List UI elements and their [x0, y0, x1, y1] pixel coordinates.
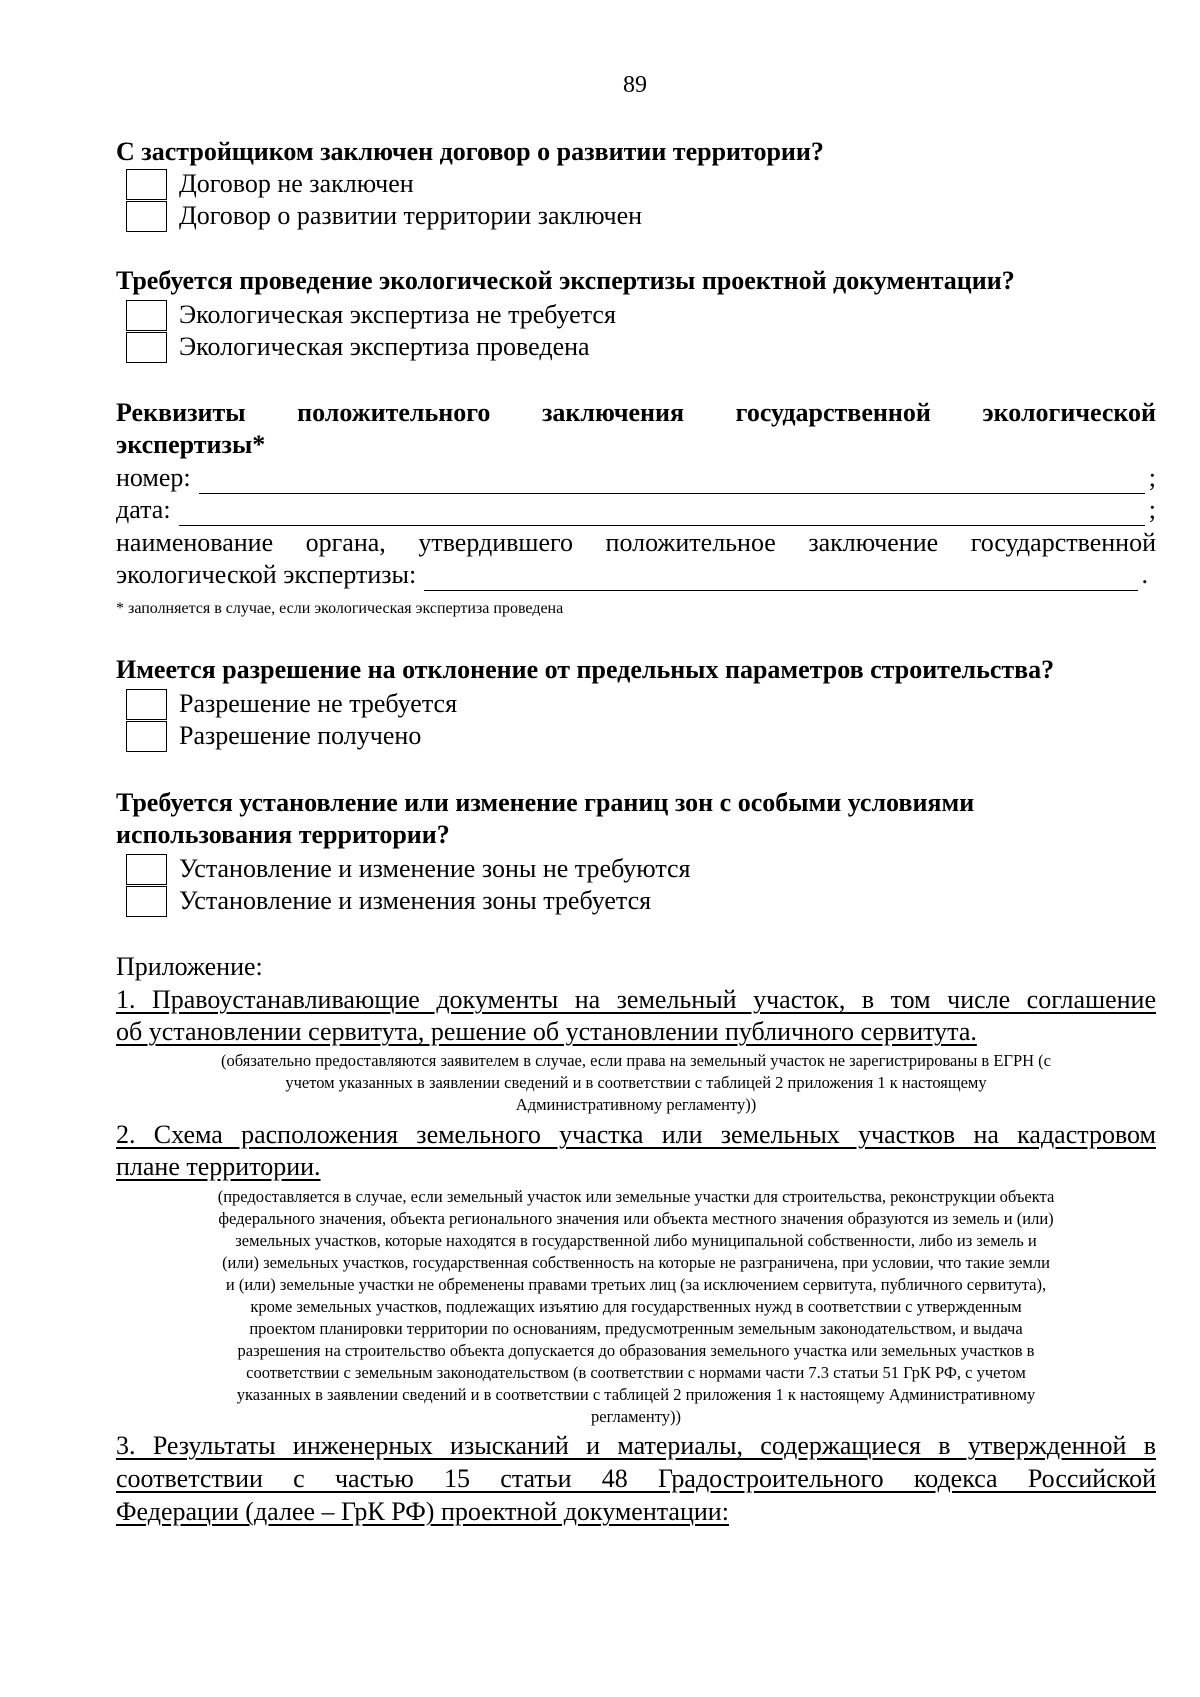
question-development-agreement: С застройщиком заключен договор о развитии территории?	[116, 137, 824, 166]
checkbox[interactable]	[126, 300, 167, 331]
authority-label-line2: экологической экспертизы:	[116, 560, 417, 589]
authority-blank[interactable]	[424, 565, 1137, 591]
appendix-item2-note-line2: федерального значения, объекта регионального значения или объекта местного значения образуются из земель и (или)	[218, 1209, 1054, 1228]
number-label: номер:	[116, 463, 191, 492]
number-field[interactable]	[116, 462, 1156, 494]
authority-label-line1: наименование органа, утвердившего положительное заключение государственной	[116, 528, 1156, 557]
checkbox[interactable]	[126, 169, 167, 200]
appendix-item3-line3: Федерации (далее – ГрК РФ) проектной документации:	[116, 1497, 729, 1526]
option-zones-required[interactable]	[126, 885, 651, 917]
appendix-item2-line1: 2. Схема расположения земельного участка или земельных участков на кадастровом	[116, 1120, 1156, 1149]
question-deviation-permit: Имеется разрешение на отклонение от предельных параметров строительства?	[116, 655, 1055, 684]
appendix-item1-line1: 1. Правоустанавливающие документы на земельный участок, в том числе соглашение	[116, 985, 1156, 1014]
expertise-details-title-line2: экспертизы*	[116, 430, 266, 459]
option-agreement-not-concluded[interactable]	[126, 168, 414, 200]
question-zone-boundaries-line1: Требуется установление или изменение границ зон с особыми условиями	[116, 788, 975, 817]
option-label: Установление и изменения зоны требуется	[179, 886, 652, 915]
appendix-item1-note-line3: Административному регламенту))	[515, 1095, 757, 1114]
appendix-item2-note-line6: кроме земельных участков, подлежащих изъятию для государственных нужд в соответствии с утвержденным	[250, 1297, 1022, 1316]
appendix-item2-line2: плане территории.	[116, 1152, 321, 1181]
date-field[interactable]	[116, 494, 1156, 526]
option-label: Экологическая экспертиза не требуется	[179, 300, 616, 329]
checkbox[interactable]	[126, 332, 167, 363]
option-permit-not-required[interactable]	[126, 688, 457, 720]
semicolon: ;	[1148, 463, 1156, 492]
period: .	[1141, 560, 1148, 589]
appendix-item2-note-line4: (или) земельных участков, государственная собственность на которые не разграничена, при условии, что такие земли	[222, 1253, 1050, 1272]
appendix-item1-line2: об установлении сервитута, решение об установлении публичного сервитута.	[116, 1017, 977, 1046]
appendix-item2-note-line5: и (или) земельные участки не обременены правами третьих лиц (за исключением сервитута, публичного сервитута),	[225, 1275, 1047, 1294]
appendix-item1-note-line1: (обязательно предоставляются заявителем в случае, если права на земельный участок не зарегистрированы в ЕГРН (с	[221, 1051, 1051, 1070]
appendix-item2-note-line8: разрешения на строительство объекта допускается до образования земельного участка или земельных участков в	[237, 1341, 1035, 1360]
option-agreement-concluded[interactable]	[126, 200, 642, 232]
checkbox[interactable]	[126, 689, 167, 720]
appendix-item2-note-line3: земельных участков, которые находятся в государственной либо муниципальной собственности, либо из земель и	[235, 1231, 1037, 1250]
appendix-item1-note-line2: учетом указанных в заявлении сведений и в соответствии с таблицей 2 приложения 1 к настоящему	[285, 1073, 987, 1092]
expertise-details-title-line1: Реквизиты положительного заключения государственной экологической	[116, 398, 1156, 427]
appendix-item2-note-line1: (предоставляется в случае, если земельный участок или земельные участки для строительства, реконструкции объекта	[217, 1187, 1055, 1206]
question-zone-boundaries-line2: использования территории?	[116, 820, 450, 849]
option-permit-received[interactable]	[126, 720, 421, 752]
authority-field[interactable]	[116, 559, 1148, 591]
option-label: Разрешение получено	[179, 721, 422, 750]
checkbox[interactable]	[126, 201, 167, 232]
number-blank[interactable]	[199, 468, 1145, 494]
checkbox[interactable]	[126, 854, 167, 885]
appendix-heading: Приложение:	[116, 952, 263, 981]
option-label: Экологическая экспертиза проведена	[179, 332, 590, 361]
question-ecological-expertise: Требуется проведение экологической экспертизы проектной документации?	[116, 266, 1015, 295]
appendix-item3-line1: 3. Результаты инженерных изысканий и материалы, содержащиеся в утвержденной в	[116, 1431, 1156, 1460]
appendix-item2-note-line7: проектом планировки территории по основаниям, предусмотренным земельным законодательством, и выдача	[249, 1319, 1023, 1338]
option-label: Разрешение не требуется	[179, 689, 458, 718]
appendix-item3-line2: соответствии с частью 15 статьи 48 Градостроительного кодекса Российской	[116, 1464, 1156, 1493]
appendix-item2-note-line10: указанных в заявлении сведений и в соответствии с таблицей 2 приложения 1 к настоящему Административному	[236, 1385, 1036, 1404]
date-label: дата:	[116, 495, 171, 524]
semicolon: ;	[1148, 495, 1156, 524]
option-label: Установление и изменение зоны не требуются	[179, 854, 691, 883]
option-zones-not-required[interactable]	[126, 853, 691, 885]
footnote: * заполняется в случае, если экологическая экспертиза проведена	[116, 600, 564, 617]
option-expertise-conducted[interactable]	[126, 331, 590, 363]
checkbox[interactable]	[126, 886, 167, 917]
option-label: Договор не заключен	[179, 169, 414, 198]
option-expertise-not-required[interactable]	[126, 299, 616, 331]
appendix-item2-note-line9: соответствии с земельным законодательством (в соответствии с нормами части 7.3 статьи 51 ГрК РФ, с учетом	[246, 1363, 1026, 1382]
page-number: 89	[623, 72, 647, 98]
appendix-item2-note-line11: регламенту))	[591, 1407, 681, 1426]
option-label: Договор о развитии территории заключен	[179, 201, 643, 230]
checkbox[interactable]	[126, 721, 167, 752]
date-blank[interactable]	[179, 500, 1145, 526]
